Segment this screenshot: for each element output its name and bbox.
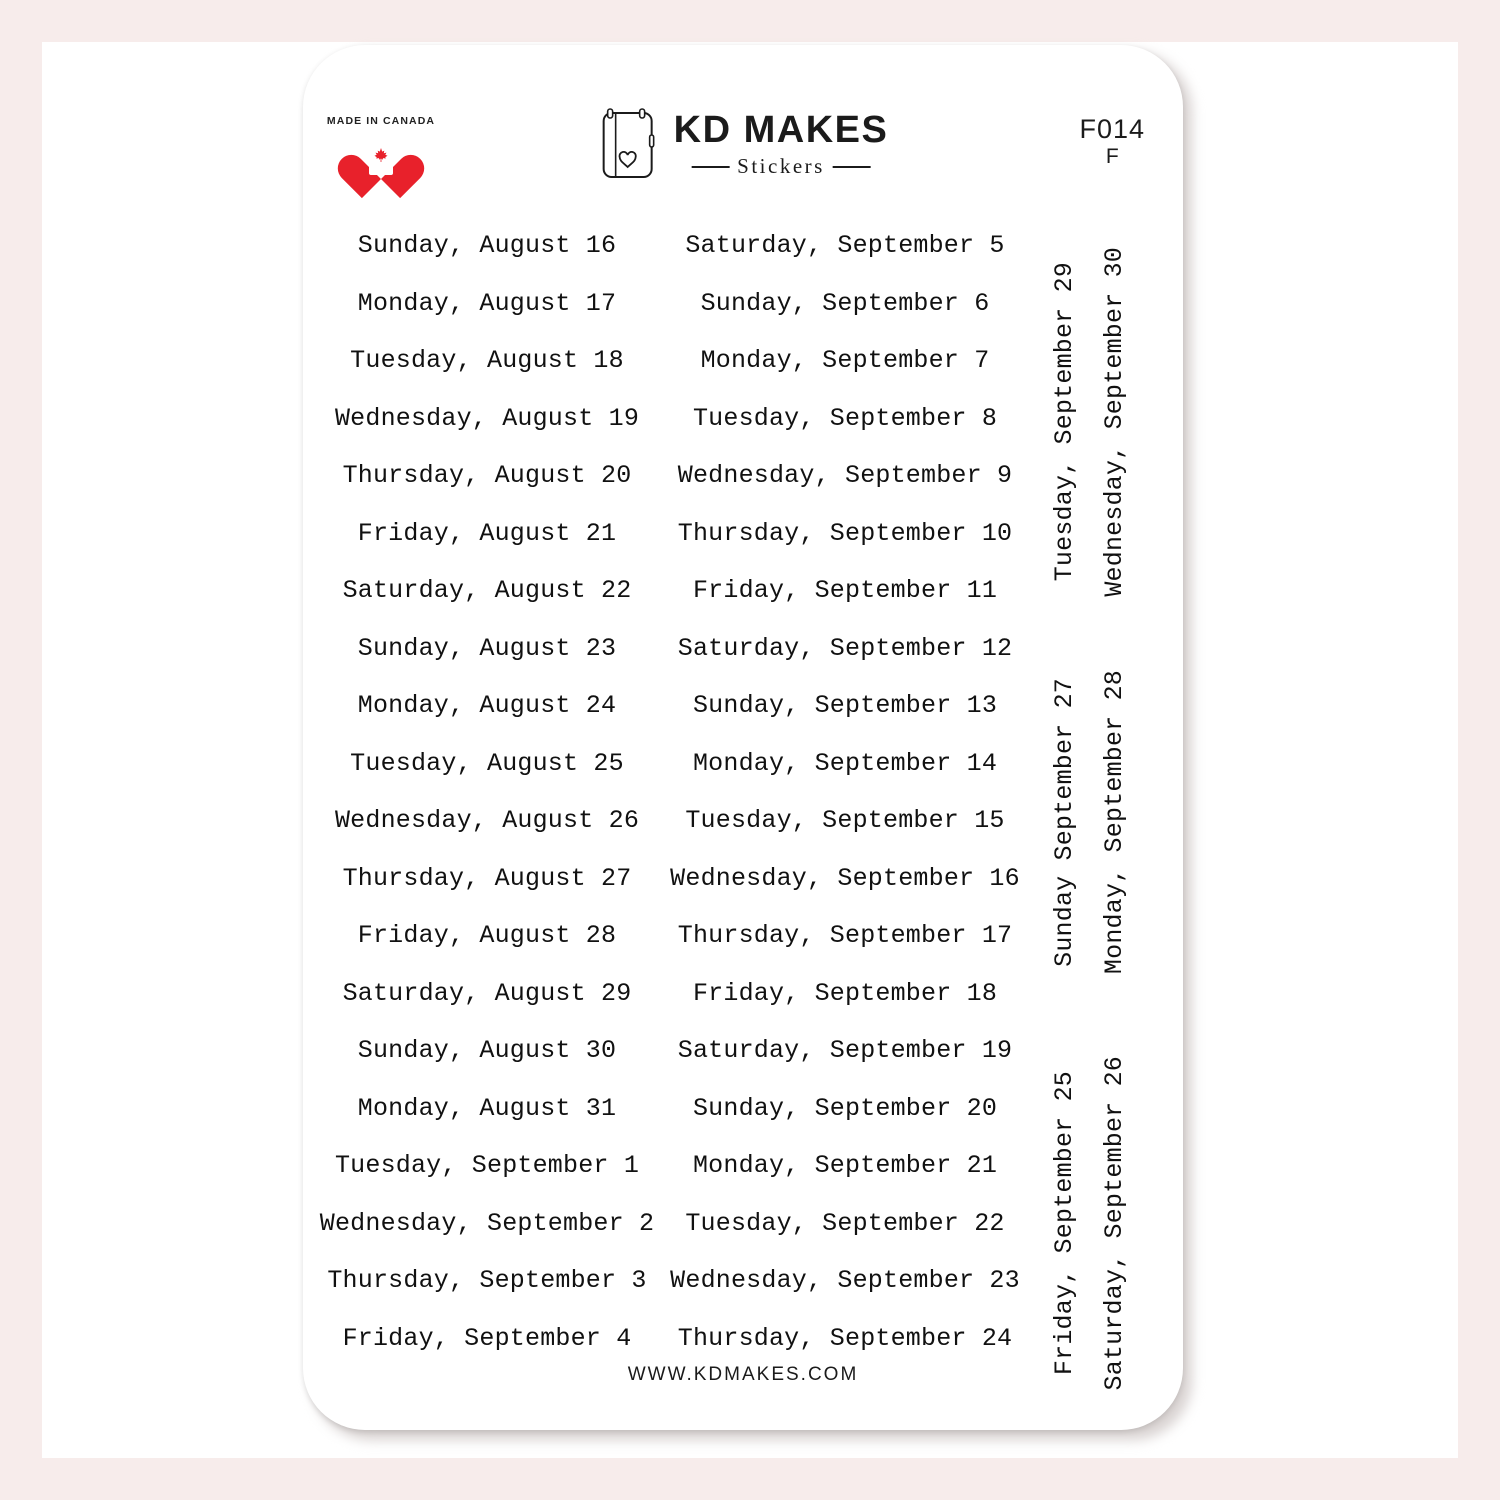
date-sticker[interactable]: Saturday, August 29 [342,978,632,1008]
sticker-sheet [303,45,1183,1430]
date-sticker[interactable]: Sunday, September 13 [692,691,998,721]
date-sticker[interactable]: Wednesday, September 2 [319,1208,655,1238]
date-column-1 [317,217,657,1367]
date-sticker-vertical[interactable]: Monday, September 28 [1099,669,1129,975]
sheet-code-main: F014 [1079,114,1145,144]
date-sticker[interactable]: Saturday, September 5 [685,231,1005,261]
date-sticker[interactable]: Thursday, September 10 [677,518,1013,548]
made-in-canada-label: MADE IN CANADA [326,115,436,127]
brand-title: KD MAKES [673,108,889,151]
date-sticker[interactable]: Monday, September 7 [700,346,990,376]
sheet-header [303,107,1183,217]
date-sticker[interactable]: Wednesday, September 9 [677,461,1013,491]
date-sticker[interactable]: Monday, September 21 [692,1151,998,1181]
date-sticker[interactable]: Tuesday, September 8 [692,403,998,433]
sheet-code-sub: F [1105,144,1119,168]
brand-text [673,108,889,180]
date-sticker[interactable]: Tuesday, August 18 [350,346,624,376]
date-sticker[interactable]: Wednesday, August 19 [334,403,640,433]
date-sticker[interactable]: Wednesday, September 23 [670,1266,1020,1296]
date-sticker[interactable]: Saturday, September 19 [677,1036,1013,1066]
date-sticker[interactable]: Friday, September 18 [692,978,998,1008]
date-sticker[interactable]: Tuesday, September 22 [685,1208,1005,1238]
brand-lockup [598,107,889,183]
date-sticker-vertical[interactable]: Tuesday, September 29 [1049,262,1079,582]
date-sticker[interactable]: Monday, August 24 [357,691,617,721]
made-in-canada-badge [321,115,441,183]
date-sticker[interactable]: Tuesday, September 15 [685,806,1005,836]
date-sticker-vertical[interactable]: Friday, September 25 [1049,1070,1079,1376]
date-sticker[interactable]: Friday, September 4 [342,1323,632,1353]
sheet-code [1079,115,1145,168]
date-sticker[interactable]: Sunday, September 6 [700,288,990,318]
maple-leaf-icon [373,146,389,164]
date-sticker[interactable]: Sunday, August 30 [357,1036,617,1066]
vertical-date-column-2 [1093,217,1135,1391]
footer-website: WWW.KDMAKES.COM [627,1364,859,1385]
date-sticker-vertical[interactable]: Saturday, September 26 [1099,1055,1129,1391]
canadian-maple-leaf-heart-icon [354,133,408,183]
date-sticker[interactable]: Friday, August 28 [357,921,617,951]
brand-subtitle: Stickers [737,154,825,179]
date-sticker[interactable]: Sunday, September 20 [692,1093,998,1123]
brand-rule-right [833,166,871,168]
date-sticker-vertical[interactable]: Wednesday, September 30 [1099,247,1129,597]
date-sticker[interactable]: Saturday, September 12 [677,633,1013,663]
planner-notebook-heart-icon [598,107,660,183]
date-sticker[interactable]: Monday, September 14 [692,748,998,778]
date-sticker[interactable]: Tuesday, August 25 [350,748,624,778]
date-sticker[interactable]: Thursday, September 17 [677,921,1013,951]
date-sticker[interactable]: Tuesday, September 1 [334,1151,640,1181]
date-sticker[interactable]: Sunday, August 23 [357,633,617,663]
date-sticker[interactable]: Wednesday, September 16 [670,863,1020,893]
brand-subtitle-wrap [674,154,889,179]
date-sticker[interactable]: Thursday, August 20 [342,461,632,491]
date-column-2 [659,217,1031,1367]
date-sticker[interactable]: Wednesday, August 26 [334,806,640,836]
date-sticker[interactable]: Monday, August 17 [357,288,617,318]
date-sticker[interactable]: Saturday, August 22 [342,576,632,606]
vertical-date-column-1 [1043,217,1085,1376]
date-sticker[interactable]: Thursday, August 27 [342,863,632,893]
date-sticker[interactable]: Friday, August 21 [357,518,617,548]
date-sticker[interactable]: Thursday, September 24 [677,1323,1013,1353]
date-sticker-vertical[interactable]: Sunday September 27 [1049,677,1079,967]
date-sticker[interactable]: Thursday, September 3 [327,1266,647,1296]
date-sticker[interactable]: Sunday, August 16 [357,231,617,261]
date-sticker[interactable]: Friday, September 11 [692,576,998,606]
date-sticker[interactable]: Monday, August 31 [357,1093,617,1123]
brand-rule-left [691,166,729,168]
